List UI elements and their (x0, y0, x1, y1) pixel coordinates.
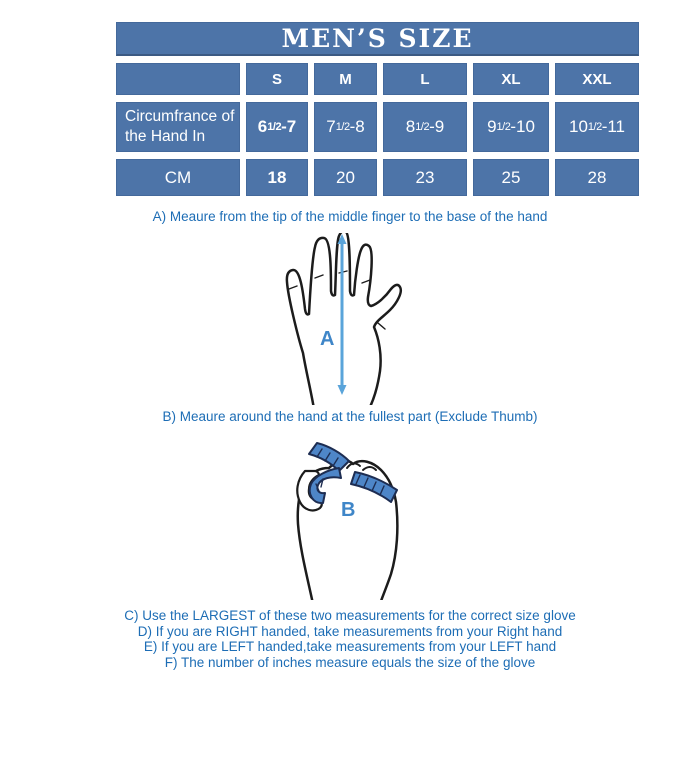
open-hand-outline (287, 233, 401, 405)
row-label-cm: CM (116, 159, 240, 196)
hand-a-figure (0, 233, 700, 405)
corner-cell (116, 63, 240, 95)
cm-value-l: 23 (383, 159, 467, 196)
table-title: MEN’S SIZE (116, 22, 639, 56)
fist-measure-diagram (275, 428, 425, 600)
instruction-block (0, 608, 700, 670)
inches-value-xxl: 10 1/2 -11 (555, 102, 639, 152)
instruction-a: A) Meaure from the tip of the middle finger to the base of the hand (152, 209, 548, 224)
diagram-label-a: A (320, 328, 335, 350)
row-label-inches-line1: Circumfrance of (125, 107, 235, 125)
instruction-f: F) The number of inches measure equals the size of the glove (164, 654, 536, 670)
size-table (116, 22, 639, 196)
diagram-label-b: B (341, 499, 356, 521)
open-hand-diagram (274, 233, 414, 405)
inches-value-xl: 9 1/2 -10 (473, 102, 549, 152)
cm-value-m: 20 (314, 159, 377, 196)
instruction-c: C) Use the LARGEST of these two measurements for the correct size glove (124, 608, 576, 623)
cm-value-xl: 25 (473, 159, 549, 196)
col-header-l: L (383, 63, 467, 95)
hand-b-figure (0, 428, 700, 600)
inches-value-s: 6 1/2 -7 (246, 102, 308, 152)
instruction-b: B) Meaure around the hand at the fullest part (Exclude Thumb) (162, 409, 538, 424)
inches-value-m: 7 1/2 -8 (314, 102, 377, 152)
instruction-d: D) If you are RIGHT handed, take measurements from your Right hand (137, 623, 563, 639)
col-header-xl: XL (473, 63, 549, 95)
cm-value-xxl: 28 (555, 159, 639, 196)
col-header-s: S (246, 63, 308, 95)
inches-value-l: 8 1/2 -9 (383, 102, 467, 152)
col-header-xxl: XXL (555, 63, 639, 95)
cm-value-s: 18 (246, 159, 308, 196)
instruction-e: E) If you are LEFT handed,take measurements from your LEFT hand (143, 639, 557, 654)
row-label-inches-line2: the Hand In (125, 128, 206, 145)
size-chart-sheet (0, 22, 700, 772)
row-label-inches (116, 102, 240, 152)
col-header-m: M (314, 63, 377, 95)
